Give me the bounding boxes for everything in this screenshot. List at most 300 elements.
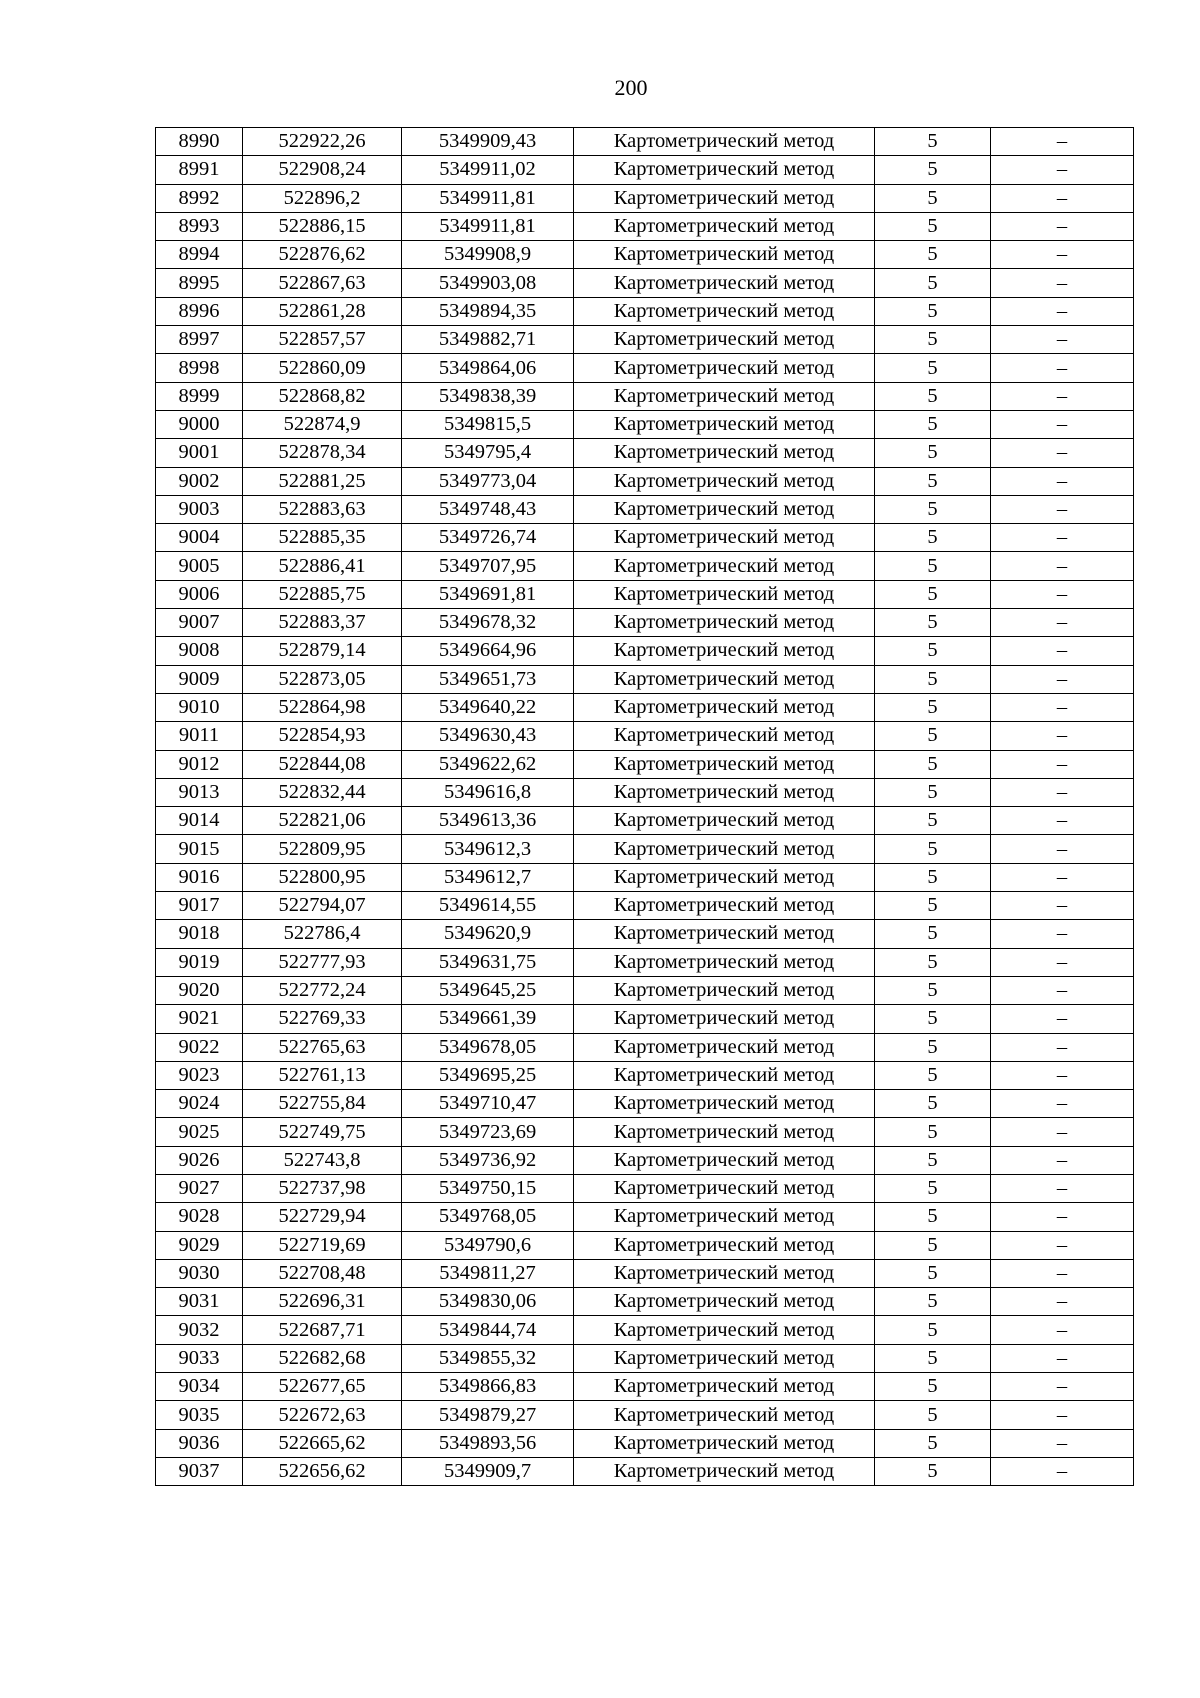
point-number-cell: 8990 [156,128,243,156]
y-coordinate-cell: 5349614,55 [402,892,574,920]
note-cell: – [991,750,1134,778]
note-cell: – [991,693,1134,721]
x-coordinate-cell: 522682,68 [243,1344,402,1372]
point-number-cell: 9007 [156,609,243,637]
point-number-cell: 9027 [156,1174,243,1202]
point-number-cell: 9019 [156,948,243,976]
note-cell: – [991,1231,1134,1259]
note-cell: – [991,1429,1134,1457]
point-number-cell: 9036 [156,1429,243,1457]
note-cell: – [991,184,1134,212]
method-cell: Картометрический метод [574,778,875,806]
table-row [156,439,1134,467]
method-cell: Картометрический метод [574,948,875,976]
accuracy-cell: 5 [875,778,991,806]
note-cell: – [991,1316,1134,1344]
coordinates-table-body [156,128,1134,1486]
note-cell: – [991,1373,1134,1401]
point-number-cell: 9010 [156,693,243,721]
table-row [156,297,1134,325]
method-cell: Картометрический метод [574,1061,875,1089]
point-number-cell: 8991 [156,156,243,184]
accuracy-cell: 5 [875,382,991,410]
x-coordinate-cell: 522786,4 [243,920,402,948]
accuracy-cell: 5 [875,835,991,863]
x-coordinate-cell: 522765,63 [243,1033,402,1061]
note-cell: – [991,439,1134,467]
method-cell: Картометрический метод [574,495,875,523]
table-row [156,1203,1134,1231]
x-coordinate-cell: 522809,95 [243,835,402,863]
method-cell: Картометрический метод [574,382,875,410]
note-cell: – [991,863,1134,891]
table-row [156,1288,1134,1316]
table-row [156,948,1134,976]
point-number-cell: 9014 [156,807,243,835]
y-coordinate-cell: 5349864,06 [402,354,574,382]
table-row [156,1090,1134,1118]
x-coordinate-cell: 522922,26 [243,128,402,156]
y-coordinate-cell: 5349612,3 [402,835,574,863]
method-cell: Картометрический метод [574,1316,875,1344]
accuracy-cell: 5 [875,1174,991,1202]
point-number-cell: 9017 [156,892,243,920]
note-cell: – [991,1061,1134,1089]
accuracy-cell: 5 [875,326,991,354]
accuracy-cell: 5 [875,722,991,750]
table-row [156,1174,1134,1202]
table-row [156,1344,1134,1372]
table-row [156,212,1134,240]
accuracy-cell: 5 [875,1231,991,1259]
accuracy-cell: 5 [875,665,991,693]
x-coordinate-cell: 522844,08 [243,750,402,778]
point-number-cell: 9021 [156,1005,243,1033]
y-coordinate-cell: 5349815,5 [402,410,574,438]
note-cell: – [991,892,1134,920]
accuracy-cell: 5 [875,495,991,523]
y-coordinate-cell: 5349844,74 [402,1316,574,1344]
accuracy-cell: 5 [875,128,991,156]
note-cell: – [991,1259,1134,1287]
table-row [156,1429,1134,1457]
method-cell: Картометрический метод [574,524,875,552]
x-coordinate-cell: 522708,48 [243,1259,402,1287]
table-row [156,892,1134,920]
point-number-cell: 8998 [156,354,243,382]
x-coordinate-cell: 522821,06 [243,807,402,835]
point-number-cell: 9024 [156,1090,243,1118]
method-cell: Картометрический метод [574,976,875,1004]
point-number-cell: 9013 [156,778,243,806]
table-row [156,580,1134,608]
note-cell: – [991,665,1134,693]
point-number-cell: 9012 [156,750,243,778]
x-coordinate-cell: 522886,41 [243,552,402,580]
point-number-cell: 8995 [156,269,243,297]
note-cell: – [991,1174,1134,1202]
method-cell: Картометрический метод [574,1373,875,1401]
accuracy-cell: 5 [875,693,991,721]
method-cell: Картометрический метод [574,1118,875,1146]
x-coordinate-cell: 522867,63 [243,269,402,297]
method-cell: Картометрический метод [574,156,875,184]
x-coordinate-cell: 522665,62 [243,1429,402,1457]
accuracy-cell: 5 [875,1033,991,1061]
x-coordinate-cell: 522883,37 [243,609,402,637]
table-row [156,128,1134,156]
y-coordinate-cell: 5349903,08 [402,269,574,297]
method-cell: Картометрический метод [574,807,875,835]
x-coordinate-cell: 522719,69 [243,1231,402,1259]
y-coordinate-cell: 5349726,74 [402,524,574,552]
note-cell: – [991,1118,1134,1146]
note-cell: – [991,524,1134,552]
method-cell: Картометрический метод [574,863,875,891]
x-coordinate-cell: 522761,13 [243,1061,402,1089]
table-row [156,1401,1134,1429]
x-coordinate-cell: 522749,75 [243,1118,402,1146]
accuracy-cell: 5 [875,750,991,778]
point-number-cell: 9015 [156,835,243,863]
method-cell: Картометрический метод [574,241,875,269]
y-coordinate-cell: 5349612,7 [402,863,574,891]
note-cell: – [991,212,1134,240]
method-cell: Картометрический метод [574,637,875,665]
note-cell: – [991,467,1134,495]
method-cell: Картометрический метод [574,467,875,495]
y-coordinate-cell: 5349893,56 [402,1429,574,1457]
x-coordinate-cell: 522883,63 [243,495,402,523]
point-number-cell: 9002 [156,467,243,495]
point-number-cell: 9003 [156,495,243,523]
note-cell: – [991,948,1134,976]
x-coordinate-cell: 522777,93 [243,948,402,976]
note-cell: – [991,1005,1134,1033]
point-number-cell: 9023 [156,1061,243,1089]
note-cell: – [991,269,1134,297]
table-row [156,1457,1134,1485]
x-coordinate-cell: 522876,62 [243,241,402,269]
point-number-cell: 9035 [156,1401,243,1429]
y-coordinate-cell: 5349678,32 [402,609,574,637]
table-row [156,722,1134,750]
accuracy-cell: 5 [875,920,991,948]
accuracy-cell: 5 [875,156,991,184]
point-number-cell: 8992 [156,184,243,212]
note-cell: – [991,1457,1134,1485]
table-row [156,976,1134,1004]
accuracy-cell: 5 [875,212,991,240]
method-cell: Картометрический метод [574,269,875,297]
note-cell: – [991,1090,1134,1118]
note-cell: – [991,1401,1134,1429]
accuracy-cell: 5 [875,1118,991,1146]
method-cell: Картометрический метод [574,1344,875,1372]
x-coordinate-cell: 522772,24 [243,976,402,1004]
point-number-cell: 9032 [156,1316,243,1344]
x-coordinate-cell: 522755,84 [243,1090,402,1118]
table-row [156,410,1134,438]
y-coordinate-cell: 5349616,8 [402,778,574,806]
method-cell: Картометрический метод [574,920,875,948]
method-cell: Картометрический метод [574,1457,875,1485]
method-cell: Картометрический метод [574,580,875,608]
point-number-cell: 9030 [156,1259,243,1287]
accuracy-cell: 5 [875,892,991,920]
note-cell: – [991,297,1134,325]
accuracy-cell: 5 [875,241,991,269]
note-cell: – [991,382,1134,410]
method-cell: Картометрический метод [574,1231,875,1259]
point-number-cell: 9018 [156,920,243,948]
y-coordinate-cell: 5349631,75 [402,948,574,976]
x-coordinate-cell: 522864,98 [243,693,402,721]
table-row [156,241,1134,269]
method-cell: Картометрический метод [574,722,875,750]
point-number-cell: 9033 [156,1344,243,1372]
x-coordinate-cell: 522874,9 [243,410,402,438]
y-coordinate-cell: 5349795,4 [402,439,574,467]
note-cell: – [991,495,1134,523]
method-cell: Картометрический метод [574,1429,875,1457]
y-coordinate-cell: 5349908,9 [402,241,574,269]
x-coordinate-cell: 522878,34 [243,439,402,467]
point-number-cell: 9026 [156,1146,243,1174]
method-cell: Картометрический метод [574,212,875,240]
accuracy-cell: 5 [875,609,991,637]
note-cell: – [991,128,1134,156]
table-row [156,1259,1134,1287]
y-coordinate-cell: 5349909,7 [402,1457,574,1485]
method-cell: Картометрический метод [574,439,875,467]
point-number-cell: 8997 [156,326,243,354]
x-coordinate-cell: 522873,05 [243,665,402,693]
table-row [156,382,1134,410]
accuracy-cell: 5 [875,297,991,325]
point-number-cell: 9025 [156,1118,243,1146]
accuracy-cell: 5 [875,948,991,976]
accuracy-cell: 5 [875,1090,991,1118]
y-coordinate-cell: 5349866,83 [402,1373,574,1401]
accuracy-cell: 5 [875,184,991,212]
accuracy-cell: 5 [875,1373,991,1401]
accuracy-cell: 5 [875,1288,991,1316]
point-number-cell: 9004 [156,524,243,552]
point-number-cell: 9020 [156,976,243,1004]
method-cell: Картометрический метод [574,1005,875,1033]
y-coordinate-cell: 5349830,06 [402,1288,574,1316]
x-coordinate-cell: 522885,35 [243,524,402,552]
y-coordinate-cell: 5349613,36 [402,807,574,835]
method-cell: Картометрический метод [574,1203,875,1231]
method-cell: Картометрический метод [574,354,875,382]
accuracy-cell: 5 [875,1005,991,1033]
y-coordinate-cell: 5349879,27 [402,1401,574,1429]
point-number-cell: 9009 [156,665,243,693]
accuracy-cell: 5 [875,1203,991,1231]
note-cell: – [991,1288,1134,1316]
x-coordinate-cell: 522868,82 [243,382,402,410]
y-coordinate-cell: 5349661,39 [402,1005,574,1033]
y-coordinate-cell: 5349773,04 [402,467,574,495]
point-number-cell: 9029 [156,1231,243,1259]
x-coordinate-cell: 522656,62 [243,1457,402,1485]
note-cell: – [991,354,1134,382]
table-row [156,1373,1134,1401]
table-row [156,524,1134,552]
x-coordinate-cell: 522743,8 [243,1146,402,1174]
y-coordinate-cell: 5349645,25 [402,976,574,1004]
x-coordinate-cell: 522687,71 [243,1316,402,1344]
y-coordinate-cell: 5349664,96 [402,637,574,665]
accuracy-cell: 5 [875,524,991,552]
x-coordinate-cell: 522908,24 [243,156,402,184]
y-coordinate-cell: 5349790,6 [402,1231,574,1259]
y-coordinate-cell: 5349695,25 [402,1061,574,1089]
note-cell: – [991,807,1134,835]
y-coordinate-cell: 5349691,81 [402,580,574,608]
table-row [156,495,1134,523]
x-coordinate-cell: 522896,2 [243,184,402,212]
table-row [156,835,1134,863]
accuracy-cell: 5 [875,354,991,382]
method-cell: Картометрический метод [574,609,875,637]
point-number-cell: 9011 [156,722,243,750]
accuracy-cell: 5 [875,807,991,835]
accuracy-cell: 5 [875,269,991,297]
point-number-cell: 9034 [156,1373,243,1401]
y-coordinate-cell: 5349911,02 [402,156,574,184]
y-coordinate-cell: 5349710,47 [402,1090,574,1118]
note-cell: – [991,637,1134,665]
y-coordinate-cell: 5349838,39 [402,382,574,410]
table-row [156,184,1134,212]
table-row [156,920,1134,948]
note-cell: – [991,552,1134,580]
point-number-cell: 9016 [156,863,243,891]
point-number-cell: 9031 [156,1288,243,1316]
method-cell: Картометрический метод [574,1401,875,1429]
note-cell: – [991,976,1134,1004]
point-number-cell: 9005 [156,552,243,580]
point-number-cell: 9008 [156,637,243,665]
table-row [156,1005,1134,1033]
point-number-cell: 9037 [156,1457,243,1485]
point-number-cell: 8996 [156,297,243,325]
accuracy-cell: 5 [875,1061,991,1089]
method-cell: Картометрический метод [574,1288,875,1316]
method-cell: Картометрический метод [574,297,875,325]
point-number-cell: 8994 [156,241,243,269]
note-cell: – [991,580,1134,608]
method-cell: Картометрический метод [574,665,875,693]
point-number-cell: 9000 [156,410,243,438]
table-row [156,863,1134,891]
x-coordinate-cell: 522800,95 [243,863,402,891]
x-coordinate-cell: 522879,14 [243,637,402,665]
method-cell: Картометрический метод [574,835,875,863]
method-cell: Картометрический метод [574,1146,875,1174]
y-coordinate-cell: 5349707,95 [402,552,574,580]
x-coordinate-cell: 522729,94 [243,1203,402,1231]
point-number-cell: 9028 [156,1203,243,1231]
table-row [156,637,1134,665]
coordinates-table [155,127,1134,1486]
x-coordinate-cell: 522769,33 [243,1005,402,1033]
table-row [156,665,1134,693]
note-cell: – [991,1203,1134,1231]
note-cell: – [991,609,1134,637]
table-row [156,693,1134,721]
method-cell: Картометрический метод [574,750,875,778]
y-coordinate-cell: 5349723,69 [402,1118,574,1146]
accuracy-cell: 5 [875,1316,991,1344]
point-number-cell: 9001 [156,439,243,467]
table-row [156,1061,1134,1089]
note-cell: – [991,1033,1134,1061]
table-row [156,1118,1134,1146]
accuracy-cell: 5 [875,439,991,467]
note-cell: – [991,410,1134,438]
table-row [156,1146,1134,1174]
x-coordinate-cell: 522881,25 [243,467,402,495]
method-cell: Картометрический метод [574,128,875,156]
x-coordinate-cell: 522857,57 [243,326,402,354]
table-row [156,1231,1134,1259]
y-coordinate-cell: 5349640,22 [402,693,574,721]
table-row [156,552,1134,580]
note-cell: – [991,835,1134,863]
x-coordinate-cell: 522677,65 [243,1373,402,1401]
accuracy-cell: 5 [875,976,991,1004]
table-row [156,807,1134,835]
page-number: 200 [614,75,648,100]
note-cell: – [991,1146,1134,1174]
y-coordinate-cell: 5349911,81 [402,212,574,240]
method-cell: Картометрический метод [574,184,875,212]
table-row [156,269,1134,297]
table-row [156,609,1134,637]
y-coordinate-cell: 5349630,43 [402,722,574,750]
x-coordinate-cell: 522860,09 [243,354,402,382]
x-coordinate-cell: 522886,15 [243,212,402,240]
y-coordinate-cell: 5349736,92 [402,1146,574,1174]
accuracy-cell: 5 [875,580,991,608]
accuracy-cell: 5 [875,467,991,495]
x-coordinate-cell: 522696,31 [243,1288,402,1316]
table-row [156,1316,1134,1344]
accuracy-cell: 5 [875,637,991,665]
method-cell: Картометрический метод [574,410,875,438]
note-cell: – [991,326,1134,354]
x-coordinate-cell: 522737,98 [243,1174,402,1202]
x-coordinate-cell: 522854,93 [243,722,402,750]
accuracy-cell: 5 [875,410,991,438]
method-cell: Картометрический метод [574,892,875,920]
table-row [156,750,1134,778]
x-coordinate-cell: 522832,44 [243,778,402,806]
point-number-cell: 9022 [156,1033,243,1061]
point-number-cell: 8993 [156,212,243,240]
method-cell: Картометрический метод [574,1090,875,1118]
table-row [156,156,1134,184]
y-coordinate-cell: 5349894,35 [402,297,574,325]
x-coordinate-cell: 522672,63 [243,1401,402,1429]
method-cell: Картометрический метод [574,552,875,580]
table-row [156,354,1134,382]
accuracy-cell: 5 [875,1146,991,1174]
